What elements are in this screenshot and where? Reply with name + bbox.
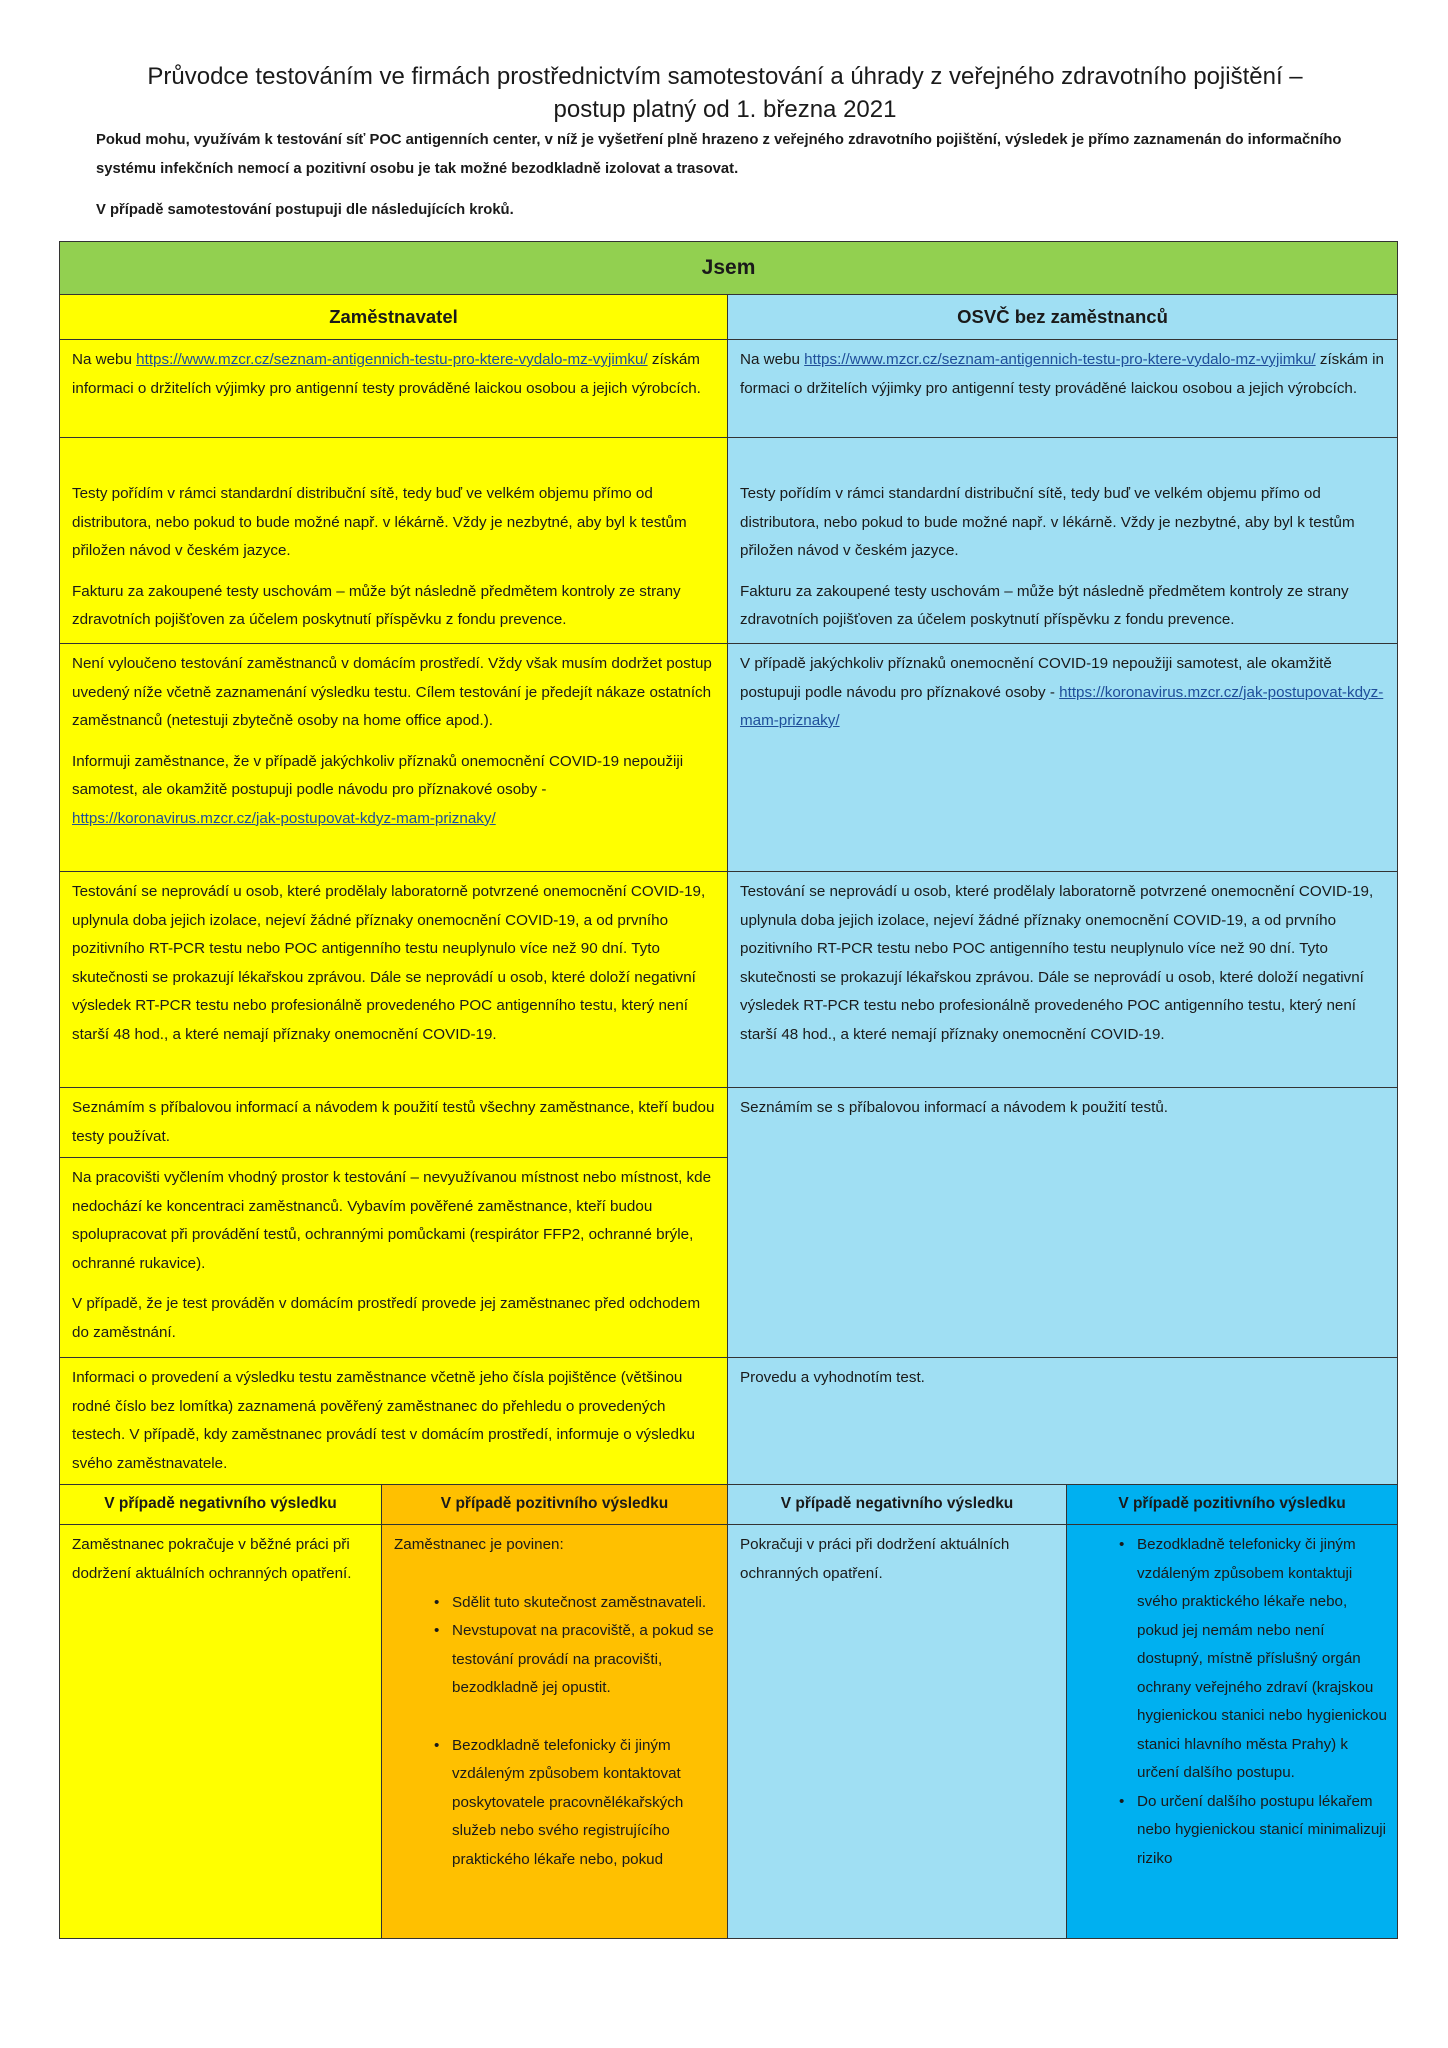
koronavirus-symptoms-link[interactable]: https://koronavirus.mzcr.cz/jak-postupovat-kdyz-mam-priznaky/ xyxy=(740,683,1384,729)
text: Na webu xyxy=(740,351,805,368)
text: V případě jakýchkoliv příznaků onemocnění COVID-19 nepoužiji samotest, ale okamžitě postupuji podle návodu pro příznakové osoby - xyxy=(740,655,1332,701)
osvc-step-instructions: Seznámím se s příbalovou informací a návodem k použití testů. xyxy=(728,1088,1398,1358)
page-title xyxy=(60,60,1390,126)
osvc-positive-header: V případě pozitivního výsledku xyxy=(1067,1485,1398,1525)
intro xyxy=(96,126,1386,225)
mzcr-exemption-link[interactable]: https://www.mzcr.cz/seznam-antigennich-testu-pro-ktere-vydalo-mz-vyjimku/ xyxy=(804,351,1316,368)
procedure-table xyxy=(59,241,1398,1939)
mzcr-exemption-link[interactable]: https://www.mzcr.cz/seznam-antigennich-testu-pro-ktere-vydalo-mz-vyjimku/ xyxy=(136,351,648,368)
osvc-step-exemptions: Testování se neprovádí u osob, které prodělaly laboratorně potvrzené onemocnění COVID-19, uplynula doba jejich izolace, nejeví žádné příznaky onemocnění COVID-19, a od prvního pozitivního RT-PCR testu nebo POC antigenního testu neuplynulo více než 90 dní. Tyto skutečnosti se prokazují lékařskou zprávou. Dále se neprovádí u osob, které doloží negativní výsledek RT-PCR testu nebo profesionálně provedeného POC antigenního testu, který není starší 48 hod., a které nemají příznaky onemocnění COVID-19. xyxy=(728,872,1398,1088)
intro-steps-note: V případě samotestování postupuji dle následujících kroků. xyxy=(96,202,514,218)
purchase-text: Testy pořídím v rámci standardní distribuční sítě, tedy buď ve velkém objemu přímo od distributora, nebo pokud to bude možné např. v lékárně. Vždy je nezbytné, aby byl k testům přiložen návod v českém jazyce. xyxy=(72,485,687,559)
purchase-text: Testy pořídím v rámci standardní distribuční sítě, tedy buď ve velkém objemu přímo od distributora, nebo pokud to bude možné např. v lékárně. Vždy je nezbytné, aby byl k testům přiložen návod v českém jazyce. xyxy=(740,485,1355,559)
employer-step-exemptions: Testování se neprovádí u osob, které prodělaly laboratorně potvrzené onemocnění COVID-19, uplynula doba jejich izolace, nejeví žádné příznaky onemocnění COVID-19, a od prvního pozitivního RT-PCR testu nebo POC antigenního testu neuplynulo více než 90 dní. Tyto skutečnosti se prokazují lékařskou zprávou. Dále se neprovádí u osob, které doloží negativní výsledek RT-PCR testu nebo profesionálně provedeného POC antigenního testu, který není starší 48 hod., a které nemají příznaky onemocnění COVID-19. xyxy=(60,872,728,1088)
koronavirus-symptoms-link[interactable]: https://koronavirus.mzcr.cz/jak-postupovat-kdyz-mam-priznaky/ xyxy=(72,809,496,827)
title-line-1: Průvodce testováním ve firmách prostřednictvím samotestování a úhrady z veřejného zdravotního pojištění – xyxy=(147,63,1303,90)
employer-negative-header: V případě negativního výsledku xyxy=(60,1485,382,1525)
employer-step-record-results: Informaci o provedení a výsledku testu zaměstnance včetně jeho čísla pojištěnce (většinou rodné číslo bez lomítka) zaznamená pověřený zaměstnanec do přehledu o provedených testech. V případě, kdy zaměstnanec provádí test v domácím prostředí, informuje o výsledku svého zaměstnavatele. xyxy=(60,1358,728,1485)
text: získám in formaci o držitelích výjimky pro antigenní testy prováděné laickou osobou a jejich výrobcích. xyxy=(740,351,1384,397)
list-item: • Do určení dalšího postupu lékařem nebo hygienickou stanicí minimalizuji riziko xyxy=(1121,1788,1387,1874)
osvc-step-symptoms xyxy=(728,644,1398,872)
column-header-osvc: OSVČ bez zaměstnanců xyxy=(728,295,1398,340)
employer-positive-result xyxy=(382,1525,728,1939)
home-test-timing-text: V případě, že je test prováděn v domácím prostředí provede jej zaměstnanec před odchodem do zaměstnání. xyxy=(72,1295,701,1341)
employer-positive-list xyxy=(394,1589,717,1875)
home-testing-text: Není vyloučeno testování zaměstnanců v domácím prostředí. Vždy však musím dodržet postup uvedený níže včetně zaznamenání výsledku testu. Cílem testování je předejít nákaze ostatních zaměstnanců (netestuji zbytečně osoby na home office apod.). xyxy=(72,655,712,729)
text: Na webu xyxy=(72,351,137,368)
intro-paragraph: Pokud mohu, využívám k testování síť POC antigenních center, v níž je vyšetření plně hrazeno z veřejného zdravotního pojištění, výsledek je přímo zaznamenán do informačního systému infekčních nemocí a pozitivní osobu je tak možné bezodkladně izolovat a trasovat. xyxy=(96,132,1342,177)
employer-step-instructions: Seznámím s příbalovou informací a návodem k použití testů všechny zaměstnance, kteří budou testy používat. xyxy=(60,1088,728,1158)
invoice-text: Fakturu za zakoupené testy uschovám – může být následně předmětem kontroly ze strany zdravotních pojišťoven za účelem poskytnutí příspěvku z fondu prevence. xyxy=(740,582,1349,628)
employer-positive-intro: Zaměstnanec je povinen: xyxy=(394,1536,564,1553)
osvc-step-perform-test: Provedu a vyhodnotím test. xyxy=(728,1358,1398,1485)
osvc-positive-list xyxy=(1079,1531,1387,1873)
osvc-negative-header: V případě negativního výsledku xyxy=(728,1485,1067,1525)
employer-step-info-web xyxy=(60,340,728,438)
osvc-step-purchase xyxy=(728,438,1398,644)
text: Informuji zaměstnance, že v případě jakýchkoliv příznaků onemocnění COVID-19 nepoužiji samotest, ale okamžitě postupuji podle návodu pro příznakové osoby - xyxy=(72,752,684,798)
employer-step-workplace-setup xyxy=(60,1158,728,1358)
osvc-positive-result xyxy=(1067,1525,1398,1939)
list-item: • Bezodkladně telefonicky či jiným vzdáleným způsobem kontaktuji svého praktického lékaře nebo, pokud jej nemám nebo není dostupný, místně příslušný orgán ochrany veřejného zdraví (krajskou hygienickou stanici nebo hygienickou stanici hlavního města Prahy) k určení dalšího postupu. xyxy=(1121,1531,1387,1788)
title-line-2: postup platný od 1. března 2021 xyxy=(553,96,897,123)
employer-step-purchase xyxy=(60,438,728,644)
column-header-employer: Zaměstnavatel xyxy=(60,295,728,340)
text: získám informaci o držitelích výjimky pro antigenní testy prováděné laickou osobou a jejich výrobcích. xyxy=(72,351,701,397)
workplace-setup-text: Na pracovišti vyčlením vhodný prostor k testování – nevyužívanou místnost nebo místnost, kde nedochází ke koncentraci zaměstnanců. Vybavím pověřené zaměstnance, kteří budou spolupracovat při provádění testů, ochrannými pomůckami (respirátor FFP2, ochranné brýle, ochranné rukavice). xyxy=(72,1169,712,1272)
employer-negative-result: Zaměstnanec pokračuje v běžné práci při dodržení aktuálních ochranných opatření. xyxy=(60,1525,382,1939)
osvc-step-info-web xyxy=(728,340,1398,438)
table-header-jsem: Jsem xyxy=(60,242,1398,295)
employer-positive-header: V případě pozitivního výsledku xyxy=(382,1485,728,1525)
list-item: • Nevstupovat na pracoviště, a pokud se testování provádí na pracovišti, bezodkladně jej opustit. xyxy=(436,1617,717,1703)
osvc-negative-result: Pokračuji v práci při dodržení aktuálních ochranných opatření. xyxy=(728,1525,1067,1939)
list-item: • Bezodkladně telefonicky či jiným vzdáleným způsobem kontaktovat poskytovatele pracovnělékařských služeb nebo svého registrujícího praktického lékaře nebo, pokud xyxy=(436,1732,717,1875)
invoice-text: Fakturu za zakoupené testy uschovám – může být následně předmětem kontroly ze strany zdravotních pojišťoven za účelem poskytnutí příspěvku z fondu prevence. xyxy=(72,582,681,628)
employer-step-home-testing xyxy=(60,644,728,872)
list-item: • Sdělit tuto skutečnost zaměstnavateli. xyxy=(436,1589,717,1618)
